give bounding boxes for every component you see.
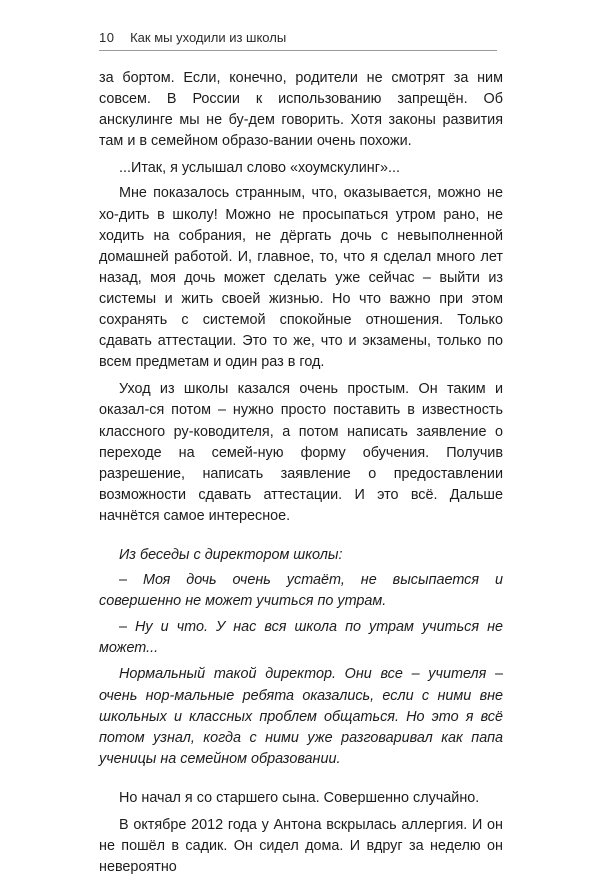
chapter-title: Как мы уходили из школы [130,30,287,45]
dialog-intro: Из беседы с директором школы: [119,546,343,563]
paragraph-strange: Мне показалось странным, что, оказывается, можно не хо-дить в школу! Можно не просыпаться утром рано, не ходить на собрания, не дёргать дочь с невыполненной домашней работой. И, главное, то, что я сделал много лет назад, моя дочь может сделать уже сейчас – выйти из системы и жить своей жизнью. Но что важно при этом сохранять с системой спокойные отношения. Только сдавать аттестации. Это то же, что и экзамены, только по всем предметам и один раз в год. [99,185,503,371]
paragraph-older-son: Но начал я со старшего сына. Совершенно случайно. [119,789,480,806]
page-number: 10 [99,30,115,45]
paragraph-homeschooling-word: ...Итак, я услышал слово «хоумскулинг»... [119,160,400,177]
running-header [99,28,497,51]
paragraph-leaving-school: Уход из школы казался очень простым. Он таким и оказал-ся потом – нужно просто поставить в известность классного ру-ководителя, а потом написать заявление о переходе на семей-ную форму обучения. Получив разрешение, написать заявление о предоставлении возможности сдавать аттестации. И это всё. Дальше начнётся самое интересное. [99,381,503,524]
paragraph-continuation: за бортом. Если, конечно, родители не смотрят за ним совсем. В России к использованию запрещён. Об анскулинге мы не бу-дем говорить. Хотя законы развития там и в семейном образо-вании очень похожи. [99,70,503,150]
body-text [99,68,503,884]
dialog-block [99,545,503,770]
dialog-line: – Моя дочь очень устаёт, не высыпается и совершенно не может учиться по утрам. [99,572,503,610]
dialog-comment: Нормальный такой директор. Они все – учителя – очень нор-мальные ребята оказались, если с ними вне школьных и классных проблем общаться. Но это я всё потом узнал, когда с ними уже разговаривал как папа ученицы на семейном образовании. [99,666,503,767]
paragraph-allergy: В октябре 2012 года у Антона вскрылась аллергия. И он не пошёл в садик. Он сидел дома. И вдруг за неделю он невероятно [99,817,503,876]
dialog-line: – Ну и что. У нас вся школа по утрам учиться не может... [99,619,503,657]
